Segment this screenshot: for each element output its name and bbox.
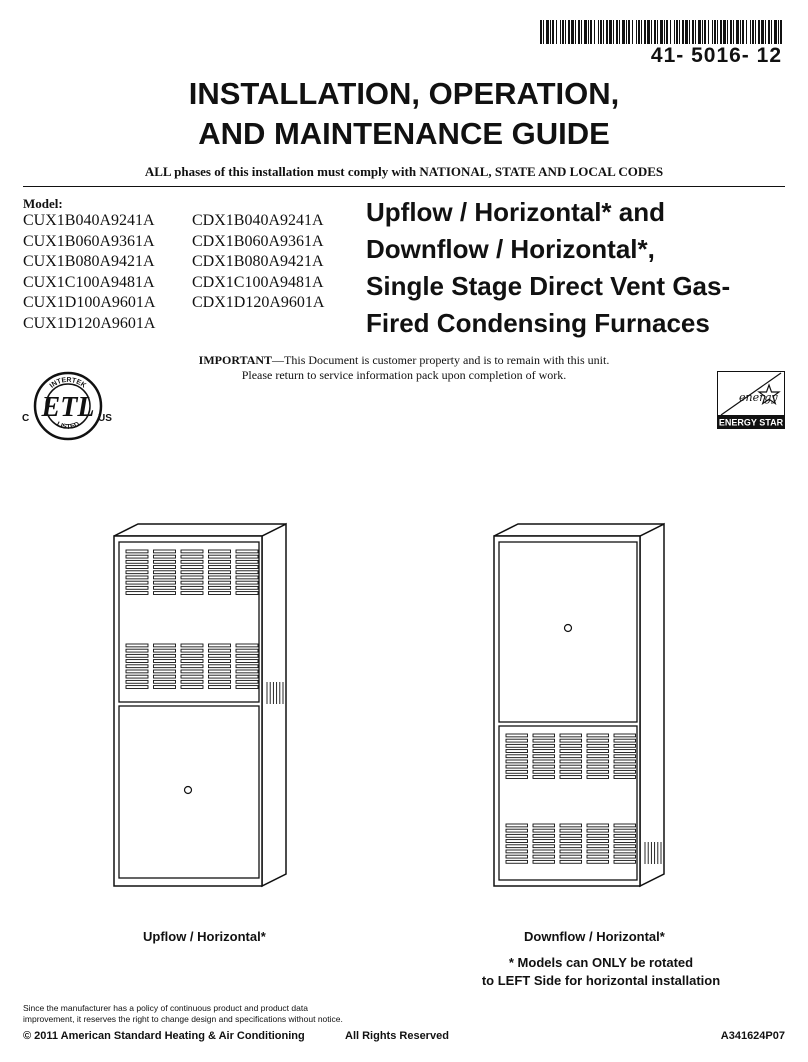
downflow-furnace-illustration xyxy=(492,522,672,894)
energy-star-logo xyxy=(717,371,785,429)
document-number: 41- 5016- 12 xyxy=(650,44,782,67)
part-number: A341624P07 xyxy=(720,1030,785,1042)
etl-us: US xyxy=(98,413,112,424)
caption-upflow: Upflow / Horizontal* xyxy=(143,929,266,944)
model-number: CUX1B040A9241A xyxy=(23,212,155,229)
copyright: © 2011 American Standard Heating & Air Conditioning xyxy=(23,1030,305,1042)
rights-reserved: All Rights Reserved xyxy=(345,1030,449,1042)
model-number: CDX1B040A9241A xyxy=(192,212,324,229)
model-number: CDX1C100A9481A xyxy=(192,273,324,291)
rotation-note-line-1: * Models can ONLY be rotated xyxy=(508,955,694,970)
model-number: CUX1D120A9601A xyxy=(23,314,156,332)
model-number: CDX1B080A9421A xyxy=(192,253,324,270)
heading-line: Single Stage Direct Vent Gas- xyxy=(366,271,731,301)
etl-c: C xyxy=(22,413,30,424)
energy-script: energy xyxy=(739,391,778,404)
policy-line-1: Since the manufacturer has a policy of continuous product and product data xyxy=(23,1003,308,1013)
codes-note: ALL phases of this installation must comply with NATIONAL, STATE AND LOCAL CODES xyxy=(144,164,664,179)
page-title xyxy=(0,74,808,154)
caption-downflow: Downflow / Horizontal* xyxy=(524,929,665,944)
policy-text xyxy=(23,1003,343,1025)
model-number: CUX1D100A9601A xyxy=(23,294,156,311)
divider xyxy=(23,186,785,187)
rotation-note-line-2: to LEFT Side for horizontal installation xyxy=(481,973,721,988)
etl-top-text: INTERTEK xyxy=(48,376,88,390)
important-notice xyxy=(0,353,808,383)
etl-mark: ETL xyxy=(41,392,95,423)
policy-line-2: improvement, it reserves the right to change design and specifications without notice. xyxy=(23,1014,343,1024)
etl-bottom-text: LISTED xyxy=(55,421,81,431)
heading-line: Upflow / Horizontal* and xyxy=(366,197,665,227)
model-number: CDX1B060A9361A xyxy=(192,232,324,250)
barcode xyxy=(540,20,786,44)
etl-listed-logo xyxy=(18,366,118,444)
models-column-1 xyxy=(23,211,155,334)
model-number: CUX1C100A9481A xyxy=(23,273,155,291)
energy-star-label: ENERGY STAR xyxy=(718,417,784,428)
model-number: CUX1B080A9421A xyxy=(23,253,155,270)
important-text-1: —This Document is customer property and is to remain with this unit. xyxy=(272,353,610,367)
important-text-2: Please return to service information pack upon completion of work. xyxy=(241,368,567,382)
important-label: IMPORTANT xyxy=(198,353,273,367)
model-number: CUX1B060A9361A xyxy=(23,232,155,250)
heading-line: Downflow / Horizontal*, xyxy=(366,234,655,264)
model-label: Model: xyxy=(23,196,63,211)
rotation-note xyxy=(470,954,732,990)
title-line-1: INSTALLATION, OPERATION, xyxy=(188,76,620,111)
models-column-2 xyxy=(192,211,324,314)
upflow-furnace-illustration xyxy=(112,522,302,894)
model-number: CDX1D120A9601A xyxy=(192,294,325,311)
heading-line: Fired Condensing Furnaces xyxy=(366,308,710,338)
product-heading xyxy=(366,194,786,342)
title-line-2: AND MAINTENANCE GUIDE xyxy=(198,116,610,151)
